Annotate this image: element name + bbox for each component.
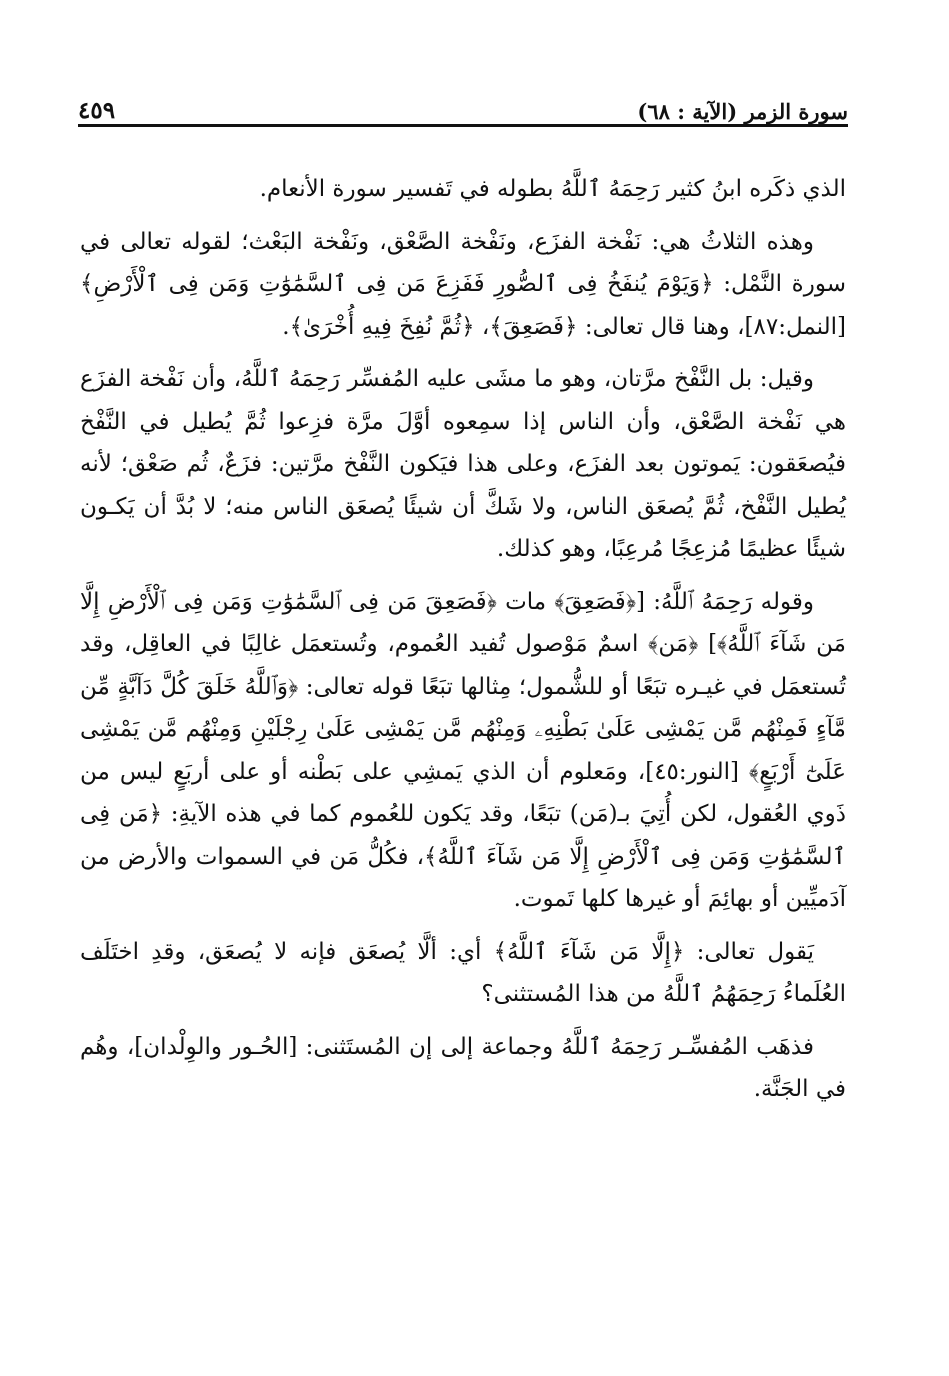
paragraph-text: يَقول تعالى: ﴿إِلَّا مَن شَآءَ ٱللَّهُ﴾ أي: ألَّا يُصعَق فإنه لا يُصعَق، وقدِ اختَلَف العُلَماءُ رَحِمَهُمُ ٱللَّهُ من هذا المُستثنى؟ — [80, 938, 846, 1007]
paragraph — [80, 168, 846, 211]
paragraph — [80, 221, 846, 349]
paragraph — [80, 1026, 846, 1111]
page-body — [80, 168, 846, 1121]
paragraph — [80, 581, 846, 921]
paragraph-text: الذي ذكَره ابنُ كثير رَحِمَهُ ٱللَّهُ بطوله في تَفسير سورة الأنعام. — [259, 176, 846, 202]
paragraph-text: فذهَب المُفسِّـر رَحِمَهُ ٱللَّهُ وجماعة إلى إن المُستَثنى: [الحُـور والوِلْدان]، وهُم في الجَنَّة. — [80, 1033, 846, 1102]
page-header — [78, 88, 848, 124]
header-rule — [78, 124, 848, 127]
paragraph — [80, 931, 846, 1016]
paragraph-text: وهذه الثلاثُ هي: نَفْخة الفزَع، ونَفْخة الصَّعْق، ونَفْخة البَعْث؛ لقوله تعالى في سورة النَّمْل: ﴿وَيَوْمَ يُنفَخُ فِى ٱلصُّورِ فَفَزِعَ مَن فِى ٱلسَّمَٰوَٰتِ وَمَن فِى ٱلْأَرْضِ﴾ [النمل:٨٧]، وهنا قال تعالى: ﴿فَصَعِقَ﴾، ﴿ثُمَّ نُفِخَ فِيهِ أُخْرَىٰ﴾. — [80, 228, 846, 340]
paragraph — [80, 358, 846, 571]
page-number: ٤٥٩ — [78, 97, 116, 124]
paragraph-text: وقيل: بل النَّفْخ مرَّتان، وهو ما مشَى عليه المُفسِّر رَحِمَهُ ٱللَّهُ، وأن نَفْخة الفزَع هي نَفْخة الصَّعْق، وأن الناس إذا سمِعوه أوَّلَ مرَّة فزِعوا ثُمَّ يُطيل في النَّفْخ فيُصعَقون: يَموتون بعد الفزَع، وعلى هذا فيَكون النَّفْخ مرَّتين: فزَعٌ، ثُم صَعْق؛ لأنه يُطيل النَّفْخ، ثُمَّ يُصعَق الناس، ولا شَكَّ أن شيئًا يُصعَق الناس منه؛ لا بُدَّ أن يَكـون شيئًا عظيمًا مُزعِجًا مُرعِبًا، وهو كذلك. — [80, 366, 846, 562]
running-title: سورة الزمر (الآية : ٦٨) — [637, 99, 848, 124]
paragraph-text: وقوله رَحِمَهُ ٱللَّهُ: [﴿فَصَعِقَ﴾ مات ﴿فَصَعِقَ مَن فِى ٱلسَّمَٰوَٰتِ وَمَن فِى ٱلْأَرْضِ إِلَّا مَن شَآءَ ٱللَّهُ﴾] ﴿مَن﴾ اسمٌ مَوْصول تُفيد العُموم، وتُستعمَل غالِبًا في العاقِل، وقد تُستعمَل في غيـره تبَعًا أو للشُّمول؛ مِثالها تبَعًا قوله تعالى: ﴿وَٱللَّهُ خَلَقَ كُلَّ دَآبَّةٍ مِّن مَّآءٍ فَمِنْهُم مَّن يَمْشِى عَلَىٰ بَطْنِهِۦ وَمِنْهُم مَّن يَمْشِى عَلَىٰ رِجْلَيْنِ وَمِنْهُم مَّن يَمْشِى عَلَىٰٓ أَرْبَعٍ﴾ [النور:٤٥]، ومَعلوم أن الذي يَمشِي على بَطْنه أو على أربَعٍ ليس من ذَوي العُقول، لكن أُتِيَ بـ(مَن) تبَعًا، وقد يَكون للعُموم كما في هذه الآيةِ: ﴿مَن فِى ٱلسَّمَٰوَٰتِ وَمَن فِى ٱلْأَرْضِ إِلَّا مَن شَآءَ ٱللَّهُ﴾، فكُلُّ مَن في السموات والأرض من آدَميِّين أو بهائِمَ أو غيرها كلها تَموت. — [80, 588, 846, 912]
